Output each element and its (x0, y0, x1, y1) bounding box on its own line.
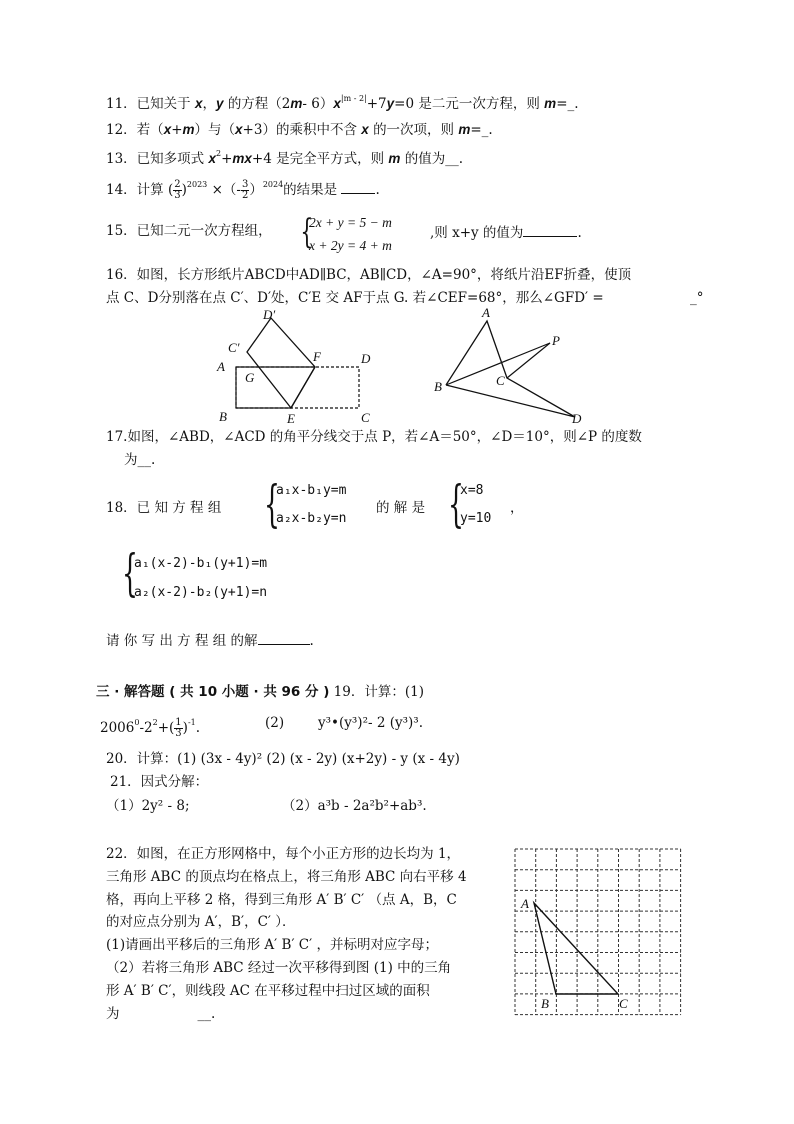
label-d-prime: D′ (263, 307, 276, 322)
label-c: C (619, 996, 628, 1011)
q13-number: 13．已知多项式 (106, 151, 205, 167)
answer-blank (341, 193, 375, 194)
label-d: D (572, 411, 582, 425)
question-21-part-1: （1）2y² - 8; (106, 798, 190, 814)
question-22-line-6: （2）若将三角形 ABC 经过一次平移得到图 (1) 中的三角 (106, 960, 452, 976)
period: . (577, 225, 582, 241)
q18-brace-3: { (121, 544, 138, 602)
q12-text: 的一次项，则 (373, 122, 455, 138)
question-17-line-1: 17.如图，∠ABD，∠ACD 的角平分线交于点 P，若∠A＝50°，∠D＝10°，则∠P 的度数 (106, 429, 642, 445)
numerator: 3 (241, 179, 249, 190)
label-c: C (361, 410, 370, 425)
var-m: m (182, 122, 195, 137)
exponent: 2023 (186, 180, 208, 189)
q11-number: 11．已知关于 (106, 96, 191, 112)
fold-line-ef (291, 367, 315, 408)
answer-blank (258, 644, 310, 645)
q11-text: +7 (366, 96, 387, 112)
label-b: B (219, 409, 227, 424)
q15-tail (430, 224, 582, 242)
question-17-line-2: 为__. (124, 452, 156, 468)
label-b: B (434, 379, 442, 394)
figure-17 (430, 305, 590, 425)
question-14: 14．计算 ( $\frac{2}{3}$ )$^{2023}$ ×（- $\frac{3}{2}$ ）$^{2024}$的结果是 . (106, 179, 380, 201)
q19-heading: 19．计算：(1) (333, 684, 424, 700)
fraction-2-3 (173, 180, 181, 201)
var-y: y (216, 96, 224, 111)
q18-system-2-eq-2: a₂(x-2)-b₂(y+1)=n (134, 585, 268, 600)
dashed-rectangle (236, 367, 359, 408)
grid-lines (515, 849, 681, 1015)
question-22-line-7: 形 A′ B′ C′，则线段 AC 在平移过程中扫过区域的面积 (106, 983, 430, 999)
question-11 (106, 90, 579, 113)
exponent: |m - 2| (340, 94, 367, 103)
question-16-line-2: 点 C、D分别落在点 C′、D′处，C′E 交 AF于点 G. 若∠CEF=68°，那么∠GFD′ = (106, 290, 604, 306)
var-m: m (544, 96, 557, 111)
q15-number: 15．已知二元一次方程组， (106, 223, 272, 239)
q19-term: 2006 (100, 720, 135, 736)
q11-text: - 6） (302, 96, 334, 112)
q14-text: 的结果是 (283, 182, 338, 198)
triangle-abc (534, 903, 618, 994)
denominator: 2 (241, 190, 249, 201)
label-e: E (287, 411, 295, 426)
label-a: A (482, 305, 490, 320)
question-22-line-3: 格，再向上平移 2 格，得到三角形 A′ B′ C′ （点 A，B，C (106, 892, 457, 908)
label-b: B (541, 996, 549, 1011)
q18-solution-x: x=8 (460, 483, 484, 498)
question-15 (106, 222, 272, 240)
figure-22-grid (514, 848, 694, 1018)
var-x: x (194, 96, 203, 111)
numerator: 2 (174, 179, 181, 190)
q13-text: +4 是完全平方式，则 (251, 151, 385, 167)
q13-answer-blank: 的值为__. (404, 151, 464, 167)
plus: + (221, 151, 233, 167)
q16-answer-blank: _° (690, 290, 704, 306)
period: . (309, 633, 314, 649)
q12-number: 12．若（ (106, 122, 164, 138)
var-m: m (388, 151, 401, 166)
question-16-line-1: 16．如图，长方形纸片ABCD中AD∥BC，AB∥CD，∠A=90°，将纸片沿EF折叠，使顶 (106, 267, 632, 283)
question-22-line-4: 的对应点分别为 A′，B′，C′ ）． (106, 914, 296, 930)
q22-answer-blank: __. (197, 1006, 216, 1022)
var-m: m (290, 96, 303, 111)
q18-ask (106, 632, 314, 650)
var-x: x (361, 122, 369, 137)
q18-brace-2: { (447, 475, 464, 533)
label-d: D (361, 351, 371, 366)
period: . (195, 720, 201, 736)
answer-blank (523, 236, 577, 237)
exponent: 2 (152, 718, 158, 727)
q18-mid-text: 的 解 是 (376, 500, 426, 516)
q18-system-1-eq-1: a₁x-b₁y=m (276, 483, 347, 498)
q15-text: ,则 x+y 的值为 (430, 225, 524, 241)
question-19 (100, 714, 200, 739)
q14-times: ×（- (211, 182, 241, 198)
exponent: 2024 (262, 180, 284, 189)
exponent: 0 (134, 718, 140, 727)
bisector-cp (507, 343, 550, 378)
q12-answer-blank: =_. (470, 122, 493, 138)
question-12 (106, 121, 493, 139)
label-a: A (217, 359, 225, 374)
paren: ) (182, 720, 188, 736)
var-y: y (386, 96, 395, 111)
label-f: F (313, 349, 321, 364)
var-m: m (458, 122, 471, 137)
question-20: 20．计算：(1) (3x - 4y)² (2) (x - 2y) (x+2y) - y (x - 4y) (106, 751, 460, 767)
q18-system-2-eq-1: a₁(x-2)-b₁(y+1)=m (134, 556, 268, 571)
q22-last-word: 为 (106, 1006, 120, 1022)
q18-system-1-eq-2: a₂x-b₂y=n (276, 511, 347, 526)
q18-ask-text: 请 你 写 出 方 程 组 的解 (106, 633, 258, 649)
section-title: 三 · 解答题 ( 共 10 小题 · 共 96 分 ) (96, 684, 330, 700)
q18-solution-y: y=10 (460, 511, 492, 526)
q19-term: +( (157, 720, 175, 736)
q18-comma: ， (510, 500, 524, 516)
label-c: C (496, 373, 505, 388)
question-22-line-8 (106, 1005, 215, 1023)
question-21-part-2: （2）a³b - 2a²b²+ab³. (282, 798, 427, 814)
q15-equation-2: x + 2y = 4 + m (309, 238, 392, 253)
section-3-header (96, 683, 424, 701)
label-g: G (245, 370, 255, 385)
label-a: A (521, 896, 529, 911)
label-c-prime: C′ (228, 340, 240, 355)
exponent: 2 (216, 149, 222, 158)
fraction-1-3 (174, 718, 182, 739)
q15-equation-1: 2x + y = 5 − m (309, 215, 392, 230)
var-x: x (235, 122, 243, 137)
question-22-line-1: 22．如图，在正方形网格中，每个小正方形的边长均为 1， (106, 846, 461, 862)
question-22-line-5: (1)请画出平移后的三角形 A′ B′ C′ ，并标明对应字母； (106, 937, 438, 953)
question-13 (106, 145, 463, 168)
var-x: x (208, 151, 216, 166)
denominator: 3 (174, 190, 181, 201)
numerator: 1 (175, 717, 182, 728)
comma: ， (202, 96, 216, 112)
q18-number: 18．已 知 方 程 组 (106, 500, 222, 516)
var-x: x (333, 96, 341, 111)
q11-answer-blank: =_. (556, 96, 579, 112)
label-p: P (552, 333, 560, 348)
q19-part-2: y³•(y³)²- 2 (y³)³. (318, 715, 423, 731)
folded-quad (247, 318, 315, 408)
exponent: -1 (187, 718, 196, 727)
q12-text: +3）的乘积中不含 (242, 122, 357, 138)
plus: + (171, 122, 183, 138)
question-22-line-2: 三角形 ABC 的顶点均在格点上，将三角形 ABC 向右平移 4 (106, 869, 467, 885)
q19-part-2-label: (2) (265, 715, 285, 731)
question-21-title: 21．因式分解： (110, 774, 209, 790)
q15-brace: { (300, 212, 314, 252)
period: . (375, 182, 380, 198)
q11-text: 的方程（2 (227, 96, 291, 112)
paren: ） (249, 182, 263, 198)
figure-16 (215, 305, 385, 430)
q19-term: -2 (139, 720, 153, 736)
q12-text: ）与（ (194, 122, 236, 138)
q11-text: =0 是二元一次方程，则 (394, 96, 540, 112)
var-mx: mx (232, 151, 252, 166)
q14-number: 14．计算 (106, 182, 164, 198)
q18-brace-1: { (263, 475, 280, 533)
denominator: 3 (175, 728, 182, 739)
var-x: x (163, 122, 172, 137)
